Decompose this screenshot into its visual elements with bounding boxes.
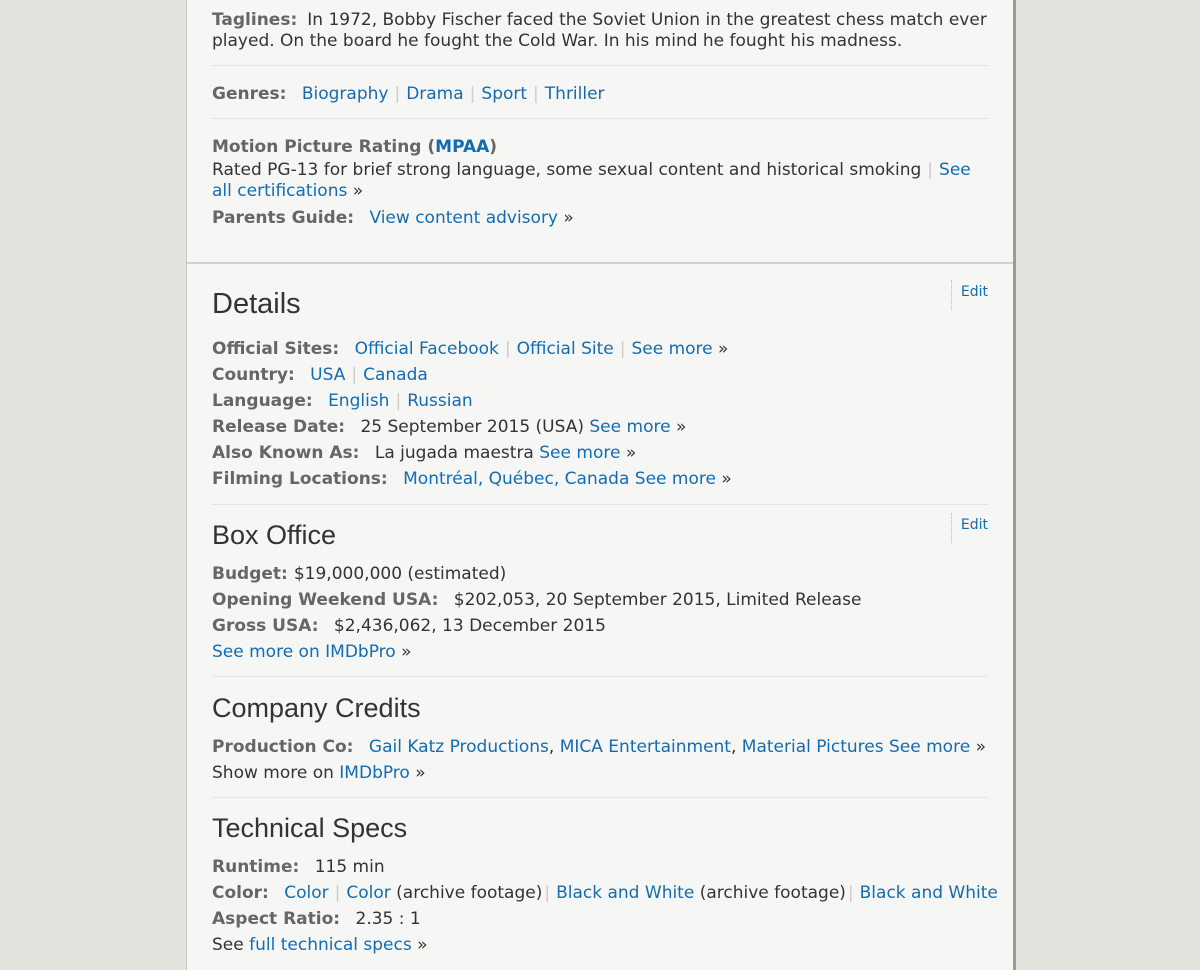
mpaa-heading [212,136,507,158]
company-link[interactable]: Gail Katz Productions [368,737,549,757]
see-more-imdbpro-link[interactable]: See more on IMDbPro [212,642,396,662]
aka-see-more-link[interactable]: See more [539,443,621,463]
official-site-link[interactable]: Official Site [516,339,614,359]
mpaa-label-close: ) [489,137,498,157]
raquo: » [675,417,687,437]
aka-label: Also Known As: [212,443,360,463]
rating-row: Rated PG-13 for brief strong language, some sexual content and historical smoking | See all certifications » [212,160,971,201]
official-facebook-link[interactable]: Official Facebook [354,339,499,359]
aspect-ratio-row [212,908,421,930]
taglines-label: Taglines: [212,10,298,30]
taglines-row [212,10,987,52]
raquo: » [718,339,729,359]
aspect-ratio-label: Aspect Ratio: [212,909,341,929]
budget-label: Budget: [212,564,288,584]
color-label: Color: [212,883,269,903]
separator [212,797,988,798]
production-co-row: Production Co: Gail Katz Productions, MICA Entertainment, Material Pictures See more » [212,737,986,757]
genre-link-drama[interactable]: Drama [406,84,464,104]
full-technical-specs-link[interactable]: full technical specs [249,935,412,955]
language-row: Language: English | Russian [212,391,473,411]
raquo: » [401,642,412,662]
parents-guide-label: Parents Guide: [212,208,355,228]
details-edit-link[interactable]: Edit [951,280,988,310]
gross-label: Gross USA: [212,616,319,636]
raquo: » [975,737,986,757]
raquo: » [625,443,637,463]
view-content-advisory-link[interactable]: View content advisory [369,208,558,228]
mpaa-label: Motion Picture Rating ( [212,137,436,157]
genre-link-sport[interactable]: Sport [481,84,528,104]
color-note: (archive footage) [396,883,543,903]
color-link[interactable]: Black and White [556,883,695,903]
genre-link-biography[interactable]: Biography [301,84,389,104]
company-link[interactable]: Material Pictures [741,737,884,757]
details-title: Details [212,288,301,320]
official-sites-row: Official Sites: Official Facebook | Official Site | See more » [212,339,729,359]
companies-see-more-link[interactable]: See more [889,737,971,757]
raquo: » [563,208,574,228]
separator [212,676,988,677]
section-divider [187,262,1013,264]
see-text: See [212,935,244,955]
gross-row [212,615,606,637]
release-date-value: 25 September 2015 (USA) [360,417,584,437]
box-office-edit-link[interactable]: Edit [951,513,988,543]
color-link[interactable]: Black and White [859,883,998,903]
raquo: » [415,763,426,783]
company-credits-title: Company Credits [212,693,421,723]
filming-locations-row [212,468,732,490]
country-row: Country: USA | Canada [212,365,428,385]
gross-value: $2,436,062, 13 December 2015 [333,616,606,636]
release-date-row [212,416,686,438]
raquo: » [352,181,364,201]
show-more-imdbpro-link[interactable]: IMDbPro [339,763,410,783]
language-link-russian[interactable]: Russian [407,391,473,411]
show-more-text: Show more on [212,763,334,783]
full-specs-row [212,934,428,956]
country-link-canada[interactable]: Canada [363,365,428,385]
production-co-label: Production Co: [212,737,354,757]
filming-see-more-link[interactable]: See more [634,469,716,489]
genres-row: Genres: Biography | Drama | Sport | Thriller [212,84,605,104]
aka-row [212,442,636,464]
opening-weekend-row [212,589,861,611]
mpaa-link[interactable]: MPAA [435,137,490,157]
genre-link-thriller[interactable]: Thriller [544,84,605,104]
genres-label: Genres: [212,84,287,104]
budget-value: $19,000,000 (estimated) [293,564,507,584]
company-link[interactable]: MICA Entertainment [559,737,731,757]
technical-specs-title: Technical Specs [212,813,408,843]
parents-guide-row [212,207,574,229]
main-content-panel [186,0,1016,970]
budget-row [212,563,506,585]
filming-location-link[interactable]: Montréal, Québec, Canada [403,469,630,489]
box-office-title: Box Office [212,520,337,550]
see-all-certifications-link[interactable]: See all certifications [212,160,971,201]
raquo: » [721,469,732,489]
release-date-see-more-link[interactable]: See more [589,417,671,437]
opening-weekend-label: Opening Weekend USA: [212,590,439,610]
imdbpro-row [212,641,411,663]
official-sites-label: Official Sites: [212,339,340,359]
runtime-label: Runtime: [212,857,300,877]
language-link-english[interactable]: English [328,391,390,411]
separator [212,504,988,505]
language-label: Language: [212,391,313,411]
opening-weekend-value: $202,053, 20 September 2015, Limited Release [453,590,862,610]
aspect-ratio-value: 2.35 : 1 [355,909,421,929]
taglines-text: In 1972, Bobby Fischer faced the Soviet Union in the greatest chess match ever played. On the board he fought the Cold War. In his mind he fought his madness. [212,10,987,51]
official-sites-see-more-link[interactable]: See more [631,339,713,359]
filming-locations-label: Filming Locations: [212,469,388,489]
country-label: Country: [212,365,295,385]
rating-text: Rated PG-13 for brief strong language, some sexual content and historical smoking [212,160,922,180]
separator [212,118,988,119]
runtime-value: 115 min [314,857,385,877]
country-link-usa[interactable]: USA [310,365,346,385]
raquo: » [417,935,428,955]
color-note: (archive footage) [699,883,846,903]
color-row: Color: Color | Color (archive footage) | Black and White (archive footage) | Black and White [212,883,998,903]
release-date-label: Release Date: [212,417,346,437]
color-link[interactable]: Color [284,883,329,903]
runtime-row [212,856,385,878]
aka-value: La jugada maestra [374,443,534,463]
show-more-row [212,762,426,784]
color-link[interactable]: Color [346,883,391,903]
separator [212,65,988,66]
